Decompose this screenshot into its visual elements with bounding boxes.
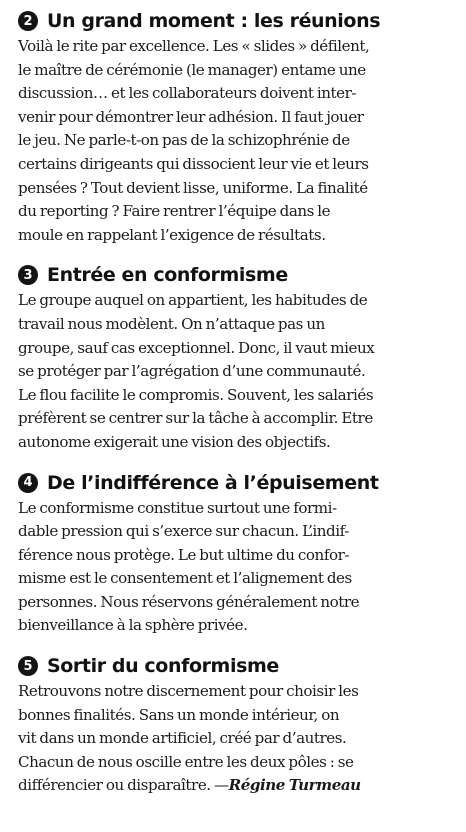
body-line: personnes. Nous réservons généralement notre <box>18 592 360 611</box>
body-line-text: différencier ou disparaître. — <box>18 776 229 795</box>
body-line: férence nous protège. Le but ultime du confor- <box>18 545 350 564</box>
body-line: misme est le consentement et l’alignement des <box>18 569 352 588</box>
body-line: Voilà le rite par excellence. Les « slides » défilent, <box>18 37 370 55</box>
body-line: bienveillance à la sphère privée. <box>18 616 248 635</box>
section-entree-conformisme <box>18 262 456 454</box>
body-line: Retrouvons notre discernement pour choisir les <box>18 682 359 701</box>
body-line: travail nous modèlent. On n’attaque pas un <box>18 314 325 333</box>
author-signature: Régine Turmeau <box>228 776 361 795</box>
section-reunions <box>18 8 456 247</box>
section-body <box>18 35 456 247</box>
body-line: moule en rappelant l’exigence de résultats. <box>18 225 326 244</box>
section-number-badge: 4 <box>18 473 38 493</box>
section-title: Sortir du conformisme <box>47 655 279 678</box>
section-sortir-conformisme <box>18 653 456 798</box>
section-title: Entrée en conformisme <box>47 264 288 287</box>
body-line: le jeu. Ne parle-t-on pas de la schizophrénie de <box>18 131 350 150</box>
body-line: vit dans un monde artificiel, créé par d’autres. <box>18 729 347 748</box>
body-line: bonnes finalités. Sans un monde intérieur, on <box>18 705 340 724</box>
body-line: Le groupe auquel on appartient, les habitudes de <box>18 291 368 310</box>
section-title: Un grand moment : les réunions <box>47 10 381 32</box>
body-line: Le conformisme constitue surtout une formi- <box>18 498 337 517</box>
body-line: Le flou facilite le compromis. Souvent, les salariés <box>18 385 374 404</box>
body-line: dable pression qui s’exerce sur chacun. L’indif- <box>18 522 349 541</box>
body-line: du reporting ? Faire rentrer l’équipe dans le <box>18 202 331 221</box>
section-heading <box>18 653 456 679</box>
section-body <box>18 289 456 454</box>
body-line-last <box>18 774 456 798</box>
section-indifference-epuisement <box>18 470 456 639</box>
section-body <box>18 497 456 639</box>
body-line: autonome exigerait une vision des objectifs. <box>18 432 331 451</box>
section-heading <box>18 470 456 496</box>
section-number-badge: 5 <box>18 656 38 676</box>
body-line: venir pour démontrer leur adhésion. Il faut jouer <box>18 107 364 126</box>
body-line: le maître de cérémonie (le manager) entame une <box>18 60 366 79</box>
section-number-badge: 3 <box>18 265 38 285</box>
section-title: De l’indifférence à l’épuisement <box>47 471 379 494</box>
body-line: groupe, sauf cas exceptionnel. Donc, il vaut mieux <box>18 338 375 357</box>
section-heading <box>18 262 456 288</box>
section-body <box>18 680 456 798</box>
section-number-badge: 2 <box>18 11 38 31</box>
body-line: préfèrent se centrer sur la tâche à accomplir. Etre <box>18 409 373 428</box>
body-line: certains dirigeants qui dissocient leur vie et leurs <box>18 154 369 173</box>
section-heading <box>18 8 456 34</box>
body-line: Chacun de nous oscille entre les deux pôles : se <box>18 752 354 771</box>
article-column <box>18 8 456 813</box>
body-line: se protéger par l’agrégation d’une communauté. <box>18 362 366 381</box>
body-line: pensées ? Tout devient lisse, uniforme. La finalité <box>18 178 368 197</box>
body-line: discussion… et les collaborateurs doivent inter- <box>18 84 357 103</box>
